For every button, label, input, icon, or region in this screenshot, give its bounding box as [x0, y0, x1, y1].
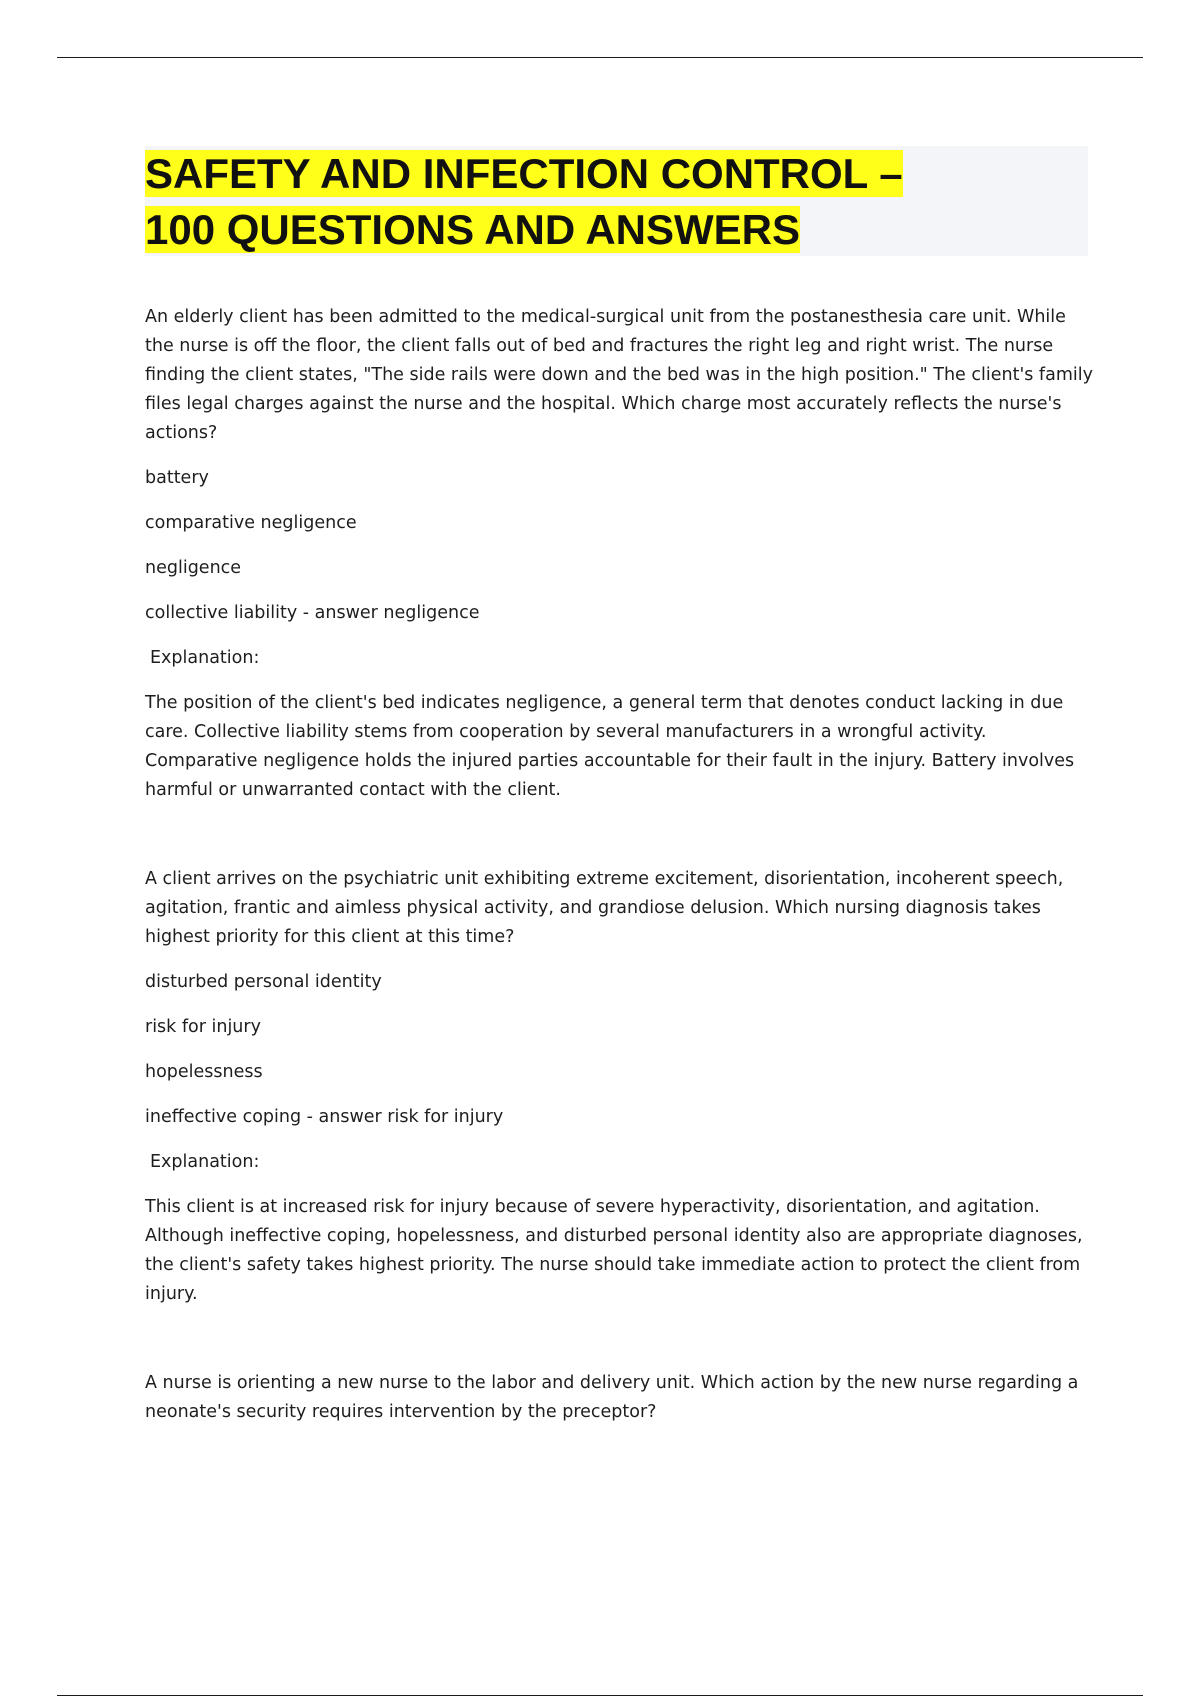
question-1-option: comparative negligence: [145, 513, 357, 533]
question-2-option: hopelessness: [145, 1062, 263, 1082]
title-line-2: 100 QUESTIONS AND ANSWERS: [145, 206, 800, 253]
header-rule: [57, 57, 1143, 58]
title-block: [145, 146, 1088, 256]
title-line-1: SAFETY AND INFECTION CONTROL –: [145, 150, 903, 197]
question-1-text: An elderly client has been admitted to the medical-surgical unit from the postanesthesia care unit. While the nurse is off the floor, the client falls out of bed and fractures the right leg and right wrist. The nurse finding the client states, "The side rails were down and the bed was in the high position." The client's family files legal charges against the nurse and the hospital. Which charge most accurately reflects the nurse's actions?: [145, 307, 1093, 443]
question-1-explanation: The position of the client's bed indicates negligence, a general term that denotes conduct lacking in due care. Collective liability stems from cooperation by several manufacturers in a wrongful activity. Comparative negligence holds the injured parties accountable for their fault in the injury. Battery involves harmful or unwarranted contact with the client.: [145, 693, 1075, 800]
document-title: [145, 146, 1088, 258]
question-2-explanation: This client is at increased risk for injury because of severe hyperactivity, disorientation, and agitation. Although ineffective coping, hopelessness, and disturbed personal identity also are appropriate diagnoses, the client's safety takes highest priority. The nurse should take immediate action to protect the client from injury.: [145, 1197, 1083, 1304]
question-3-text: A nurse is orienting a new nurse to the labor and delivery unit. Which action by the new nurse regarding a neonate's security requires intervention by the preceptor?: [145, 1373, 1079, 1422]
question-2-option: risk for injury: [145, 1017, 261, 1037]
question-2-explanation-label: Explanation:: [150, 1152, 260, 1172]
document-body: [145, 303, 1095, 1427]
question-1-option: negligence: [145, 558, 242, 578]
question-1-answer: collective liability - answer negligence: [145, 603, 480, 623]
question-1-option: battery: [145, 468, 209, 488]
question-2-text: A client arrives on the psychiatric unit exhibiting extreme excitement, disorientation, incoherent speech, agitation, frantic and aimless physical activity, and grandiose delusion. Which nursing diagnosis takes highest priority for this client at this time?: [145, 869, 1064, 947]
question-2-option: disturbed personal identity: [145, 972, 382, 992]
question-1-explanation-label: Explanation:: [150, 648, 260, 668]
question-2-answer: ineffective coping - answer risk for injury: [145, 1107, 504, 1127]
footer-rule: [57, 1695, 1143, 1696]
